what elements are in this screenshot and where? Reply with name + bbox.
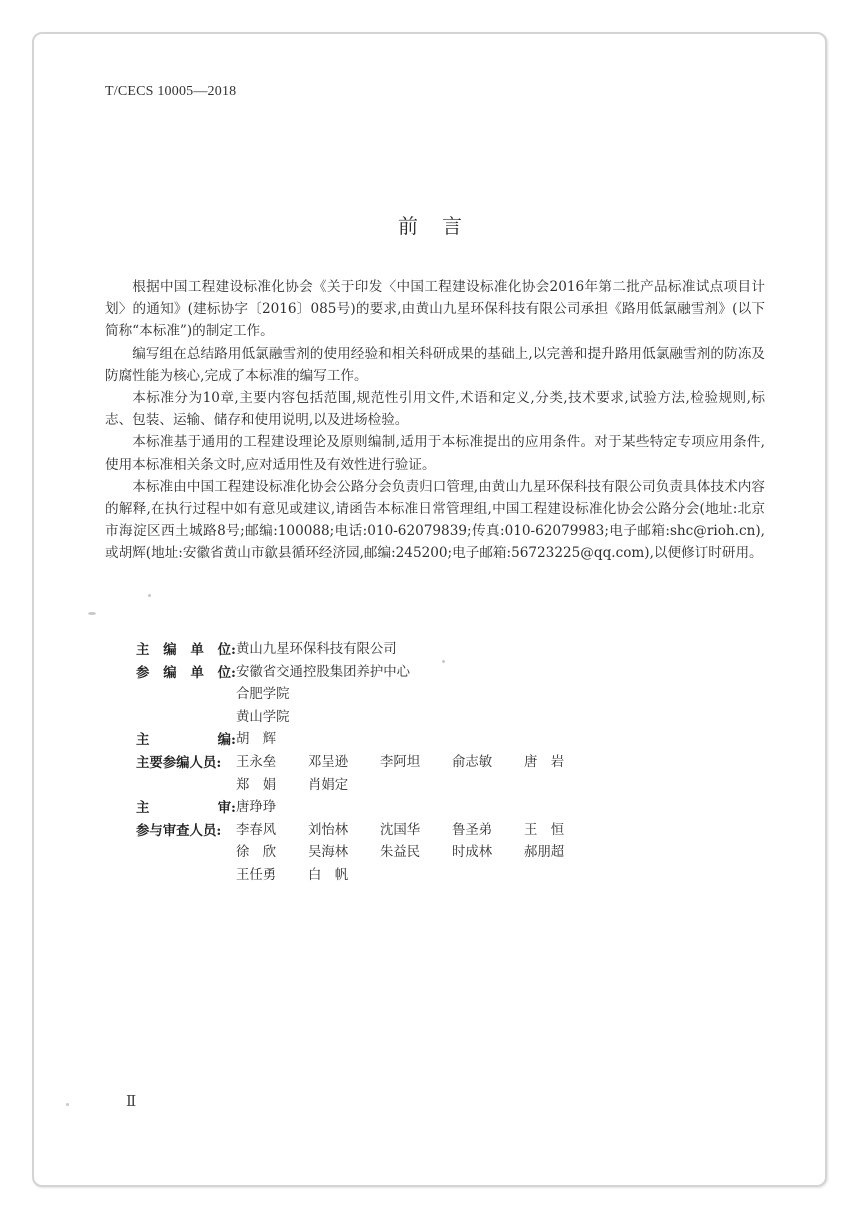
credit-values: 王永垒 邓呈逊 李阿坦 俞志敏 唐 岩 郑 娟 肖娟定	[236, 754, 565, 793]
paragraph: 本标准由中国工程建设标准化协会公路分会负责归口管理,由黄山九星环保科技有限公司负责具体技术内容的解释,在执行过程中如有意见或建议,请函告本标准日常管理组,中国工程建设标准化协会公路分会(地址:北京市海淀区西土城路8号;邮编:100088;电话:010-62079839;传真:010-62079983;电子邮箱:shc@rioh.cn),或胡辉(地址:安徽省黄山市歙县循环经济园,邮编:245200;电子邮箱:56723225@qq.com),以便修订时研用。	[105, 478, 765, 562]
page-frame	[32, 32, 827, 1187]
standard-code: T/CECS 10005—2018	[105, 84, 237, 99]
credits-block	[136, 639, 656, 888]
page-title: 前言	[398, 214, 486, 238]
paragraph: 本标准分为10章,主要内容包括范围,规范性引用文件,术语和定义,分类,技术要求,试验方法,检验规则,标志、包装、运输、储存和使用说明,以及进场检验。	[105, 390, 765, 429]
credit-row-participating-units	[136, 662, 656, 730]
credit-row-chief-editor	[136, 729, 656, 752]
credit-values: 黄山九星环保科技有限公司	[236, 642, 397, 657]
credit-label: 主要参编人员:	[136, 754, 222, 771]
credit-row-reviewers	[136, 820, 656, 888]
paragraph: 编写组在总结路用低氯融雪剂的使用经验和相关科研成果的基础上,以完善和提升路用低氯融雪剂的防冻及防腐性能为核心,完成了本标准的编写工作。	[105, 345, 765, 384]
credit-label: 主 审:	[136, 800, 236, 817]
credit-row-main-participants	[136, 752, 656, 797]
scan-speck	[442, 660, 445, 663]
scan-speck	[88, 612, 96, 615]
paragraph: 本标准基于通用的工程建设理论及原则编制,适用于本标准提出的应用条件。对于某些特定专项应用条件,使用本标准相关条文时,应对适用性及有效性进行验证。	[105, 434, 765, 473]
scan-speck	[148, 594, 151, 597]
credit-row-chief-reviewer	[136, 797, 656, 820]
credit-values: 安徽省交通控股集团养护中心 合肥学院 黄山学院	[236, 664, 411, 725]
credit-values: 胡 辉	[236, 732, 277, 748]
credit-label: 参 编 单 位:	[136, 664, 236, 681]
credit-label: 主 编 单 位:	[136, 642, 236, 658]
preface-body	[105, 276, 765, 565]
credit-values: 李春风 刘怡林 沈国华 鲁圣弟 王 恒 徐 欣 吴海林 朱益民 时成林 郝朋超 王任勇 白 帆	[236, 822, 565, 883]
page-number: Ⅱ	[126, 1094, 137, 1110]
credit-label: 参与审查人员:	[136, 822, 222, 839]
credit-row-chief-unit	[136, 639, 656, 662]
paragraph: 根据中国工程建设标准化协会《关于印发〈中国工程建设标准化协会2016年第二批产品标准试点项目计划〉的通知》(建标协字〔2016〕085号)的要求,由黄山九星环保科技有限公司承担《路用低氯融雪剂》(以下简称“本标准”)的制定工作。	[105, 279, 765, 340]
credit-label: 主 编:	[136, 732, 236, 749]
credit-values: 唐琤琤	[236, 800, 277, 816]
scan-speck	[66, 1103, 69, 1106]
